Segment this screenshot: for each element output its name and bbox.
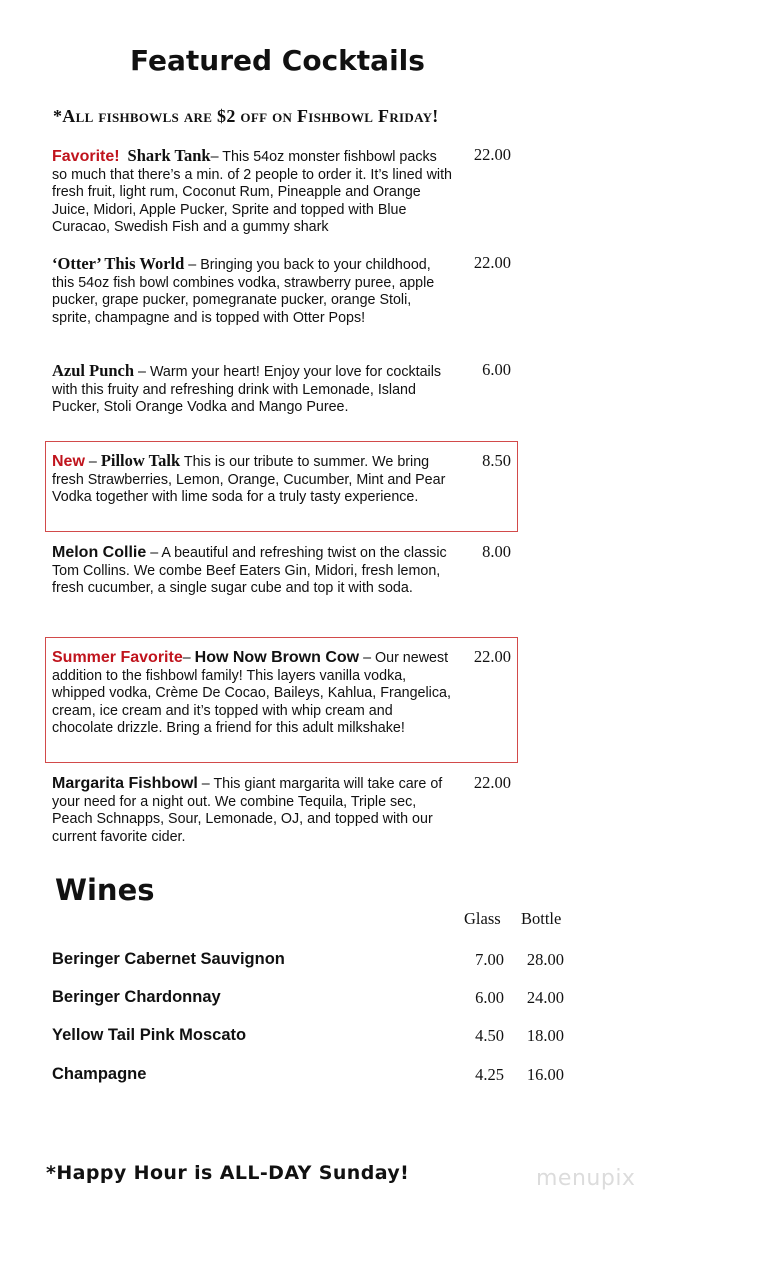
item-separator: – [84,454,101,470]
item-name: ‘Otter’ This World [52,254,185,273]
item-separator: – [146,545,162,561]
wine-glass-price: 6.00 [475,988,504,1007]
wine-glass-price: 4.25 [475,1065,504,1084]
menu-item-how-now-brown-cow [52,649,452,738]
item-description: A beautiful and refreshing twist on the classic Tom Collins. We combe Beef Eaters Gin, Midori, fresh lemon, fresh cucumber, a single sugar cube and top it with soda. [52,545,447,597]
item-price: 8.00 [482,542,511,561]
bottle-column-header: Bottle [521,909,562,928]
wine-bottle-price: 18.00 [526,1026,564,1045]
item-separator: – [359,650,375,666]
item-name: Pillow Talk [100,451,181,470]
wine-name: Champagne [52,1065,147,1083]
item-separator: – [134,364,150,380]
item-name: How Now Brown Cow [194,649,360,666]
new-label: New [52,453,85,470]
item-price: 22.00 [473,145,511,164]
wine-bottle-price: 16.00 [526,1065,564,1084]
item-description: This giant margarita will take care of your need for a night out. We combine Tequila, Triple sec, Peach Schnapps, Sour, Lemonade, OJ, and topped with our current favorite cider. [52,776,443,845]
happy-hour-note: *Happy Hour is ALL-DAY Sunday! [46,1162,410,1184]
item-name: Azul Punch [52,361,135,380]
wine-glass-price: 7.00 [475,950,504,969]
wine-name: Beringer Cabernet Sauvignon [52,950,285,968]
item-price: 22.00 [473,773,511,792]
item-price: 22.00 [473,647,511,666]
wines-heading: Wines [55,873,155,907]
wine-name: Yellow Tail Pink Moscato [52,1026,247,1044]
favorite-label: Favorite! [52,148,120,165]
menu-item-margarita-fishbowl [52,775,452,846]
item-price: 22.00 [473,253,511,272]
glass-column-header: Glass [464,909,501,928]
wine-bottle-price: 28.00 [526,950,564,969]
item-description: Bringing you back to your childhood, this 54oz fish bowl combines vodka, strawberry puree, apple pucker, grape pucker, pomegranate pucker, orange Stoli, sprite, champagne and is topped with Otter Pops! [52,257,435,326]
menu-item-otter-this-world [52,255,452,327]
item-separator: – [197,776,214,792]
item-price: 8.50 [482,451,511,470]
item-description: This 54oz monster fishbowl packs so much that there’s a min. of 2 people to order it. It’s lined with fresh fruit, light rum, Coconut Rum, Pineapple and Orange Juice, Midori, Apple Pucker, Sprite and topped with Blue Curacao, Swedish Fish and a gummy shark [52,149,452,236]
item-separator: – [210,149,223,165]
wine-bottle-price: 24.00 [526,988,564,1007]
item-name: Margarita Fishbowl [52,775,198,792]
item-separator: – [182,650,195,666]
page-title: Featured Cocktails [130,44,425,77]
wine-name: Beringer Chardonnay [52,988,221,1006]
item-description: Warm your heart! Enjoy your love for cocktails with this fruity and refreshing drink with Lemonade, Island Pucker, Stoli Orange Vodka and Mango Puree. [52,364,442,416]
item-separator: – [184,257,201,273]
menu-item-shark-tank [52,147,452,237]
menupix-watermark: menupix [536,1166,636,1191]
item-description: This is our tribute to summer. We bring fresh Strawberries, Lemon, Orange, Cucumber, Mint and Pear Vodka together with lime soda for a truly tasty experience. [52,454,446,506]
item-name: Melon Collie [52,544,147,561]
menu-item-pillow-talk [52,452,452,507]
item-name: Shark Tank [127,146,211,165]
fishbowl-friday-promo: *All fishbowls are $2 off on Fishbowl Friday! [53,106,439,126]
menu-item-azul-punch [52,362,452,417]
menu-item-melon-collie [52,544,452,598]
item-price: 6.00 [482,360,511,379]
item-description: Our newest addition to the fishbowl family! This layers vanilla vodka, whipped vodka, Crème De Cocao, Baileys, Kahlua, Frangelica, cream, ice cream and it’s topped with whip cream and chocolate drizzle. Bring a friend for this adult milkshake! [52,650,451,737]
summer-favorite-label: Summer Favorite [52,649,183,666]
wine-glass-price: 4.50 [475,1026,504,1045]
